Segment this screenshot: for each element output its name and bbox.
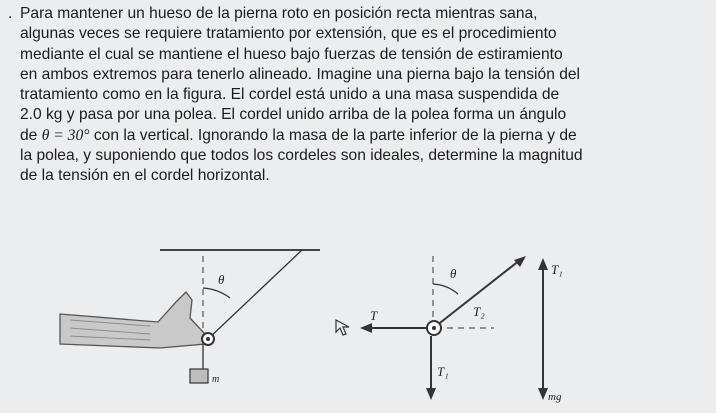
t1-top-label: T₁	[551, 262, 563, 277]
free-body-diagram	[330, 236, 600, 406]
mass-label: m	[212, 374, 220, 385]
problem-line-4: en ambos extremos para tenerlo alineado. Imagine una pierna bajo la tensión del	[20, 65, 581, 83]
problem-line-3: mediante el cual se mantiene el hueso bajo fuerzas de tensión de estiramiento	[20, 45, 563, 63]
t2-label: T₂	[473, 304, 485, 319]
hanging-mass	[190, 369, 208, 383]
leg-traction-figure	[40, 236, 330, 406]
fbd-theta-label: θ	[450, 266, 457, 281]
fbd-angle-arc	[433, 284, 458, 294]
angle-arc	[203, 288, 230, 298]
problem-line-1: . Para mantener un hueso de la pierna roto en posición recta mientras sana,	[8, 4, 708, 24]
angled-rope	[208, 250, 302, 339]
leg-shape	[60, 292, 205, 348]
problem-line-7: de θ = 30° con la vertical. Ignorando la masa de la parte inferior de la pierna y de	[20, 126, 577, 144]
problem-line-8: la polea, y suponiendo que todos los cordeles son ideales, determine la magnitud	[20, 147, 583, 165]
mg-arrowhead	[538, 388, 548, 400]
problem-bullet: .	[8, 5, 13, 22]
problem-statement	[8, 4, 708, 187]
problem-line-2: algunas veces se requiere tratamiento por extensión, que es el procedimiento	[20, 25, 557, 43]
mass-tension-arrowhead	[538, 258, 548, 270]
t1-label: T₁	[437, 364, 449, 379]
problem-line-6: 2.0 kg y pasa por una polea. El cordel unido arriba de la polea forma un ángulo	[20, 106, 567, 124]
problem-line-5: tratamiento como en la figura. El cordel está unido a una masa suspendida de	[20, 86, 560, 104]
theta-expression: θ = 30°	[41, 126, 90, 144]
mg-label: mg	[548, 391, 562, 403]
t1-arrowhead	[426, 388, 436, 400]
problem-line-9: de la tensión en el cordel horizontal.	[20, 167, 270, 185]
theta-label: θ	[218, 272, 225, 287]
fbd-pulley-axle	[432, 326, 436, 330]
t-label: T	[370, 308, 378, 323]
t-arrowhead	[360, 323, 372, 333]
t2-arrowhead	[514, 256, 526, 267]
pulley-axle	[206, 337, 210, 341]
